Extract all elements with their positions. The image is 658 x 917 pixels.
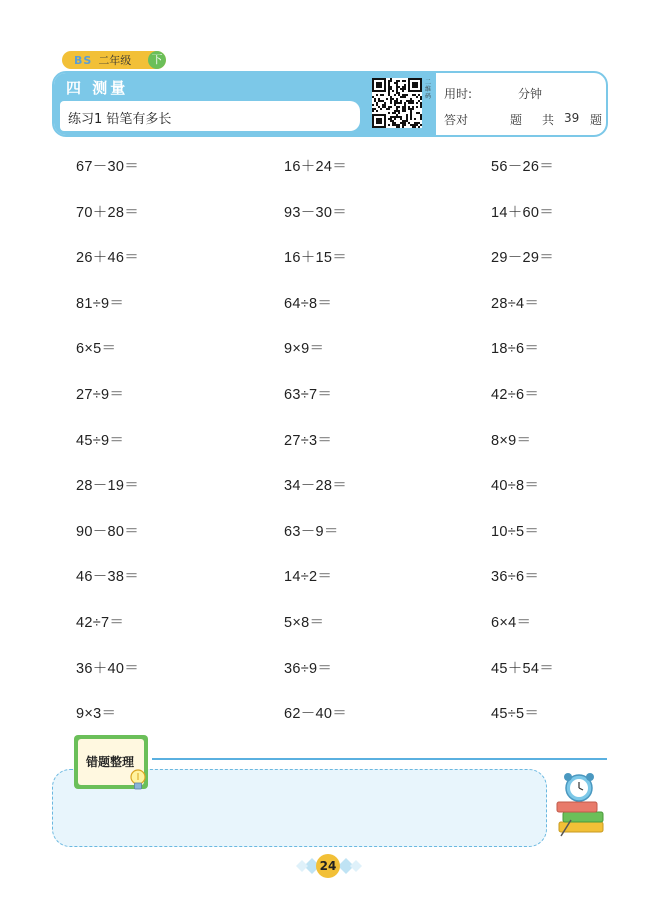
problem-item: 9×3＝: [76, 706, 117, 723]
problem-item: 28÷4＝: [491, 295, 540, 312]
qr-caption: 二维码: [425, 79, 432, 100]
problem-item: 9×9＝: [284, 341, 325, 358]
total-count: 39: [564, 111, 580, 125]
problem-item: 70＋28＝: [76, 204, 140, 221]
problem-item: 40÷8＝: [491, 478, 540, 495]
series-label: BS: [74, 53, 93, 67]
problem-item: 14＋60＝: [491, 204, 555, 221]
problem-item: 45÷5＝: [491, 706, 540, 723]
problem-item: 56－26＝: [491, 159, 555, 175]
question-unit-label: 题: [510, 113, 523, 127]
error-section-label: 错题整理: [86, 755, 135, 769]
problem-item: 16＋15＝: [284, 250, 348, 267]
problem-item: 16＋24＝: [284, 159, 348, 175]
problem-item: 8×9＝: [491, 432, 532, 449]
page-number: 24: [316, 854, 340, 878]
problem-item: 36÷6＝: [491, 569, 540, 586]
problem-item: 27÷3＝: [284, 432, 333, 449]
problem-item: 6×4＝: [491, 615, 532, 631]
unit-title: 四 测量: [66, 79, 129, 97]
problem-item: 29－29＝: [491, 250, 555, 267]
problem-item: 34－28＝: [284, 478, 348, 495]
total-label: 共: [542, 113, 555, 127]
correct-label: 答对: [444, 113, 469, 127]
total-unit-label: 题: [590, 113, 603, 127]
problem-item: 36＋40＝: [76, 660, 140, 677]
problem-item: 45÷9＝: [76, 432, 125, 449]
problem-item: 18÷6＝: [491, 341, 540, 358]
problem-item: 67－30＝: [76, 159, 140, 175]
problem-item: 36÷9＝: [284, 660, 333, 677]
problem-item: 64÷8＝: [284, 295, 333, 312]
problem-item: 63－9＝: [284, 523, 339, 540]
problem-item: 10÷5＝: [491, 523, 540, 540]
grade-label: 二年级: [98, 54, 132, 67]
lesson-title: 练习1 铅笔有多长: [68, 112, 172, 127]
problem-item: 5×8＝: [284, 615, 325, 631]
problem-item: 93－30＝: [284, 204, 348, 221]
problem-item: 63÷7＝: [284, 387, 333, 403]
page-number-ornament: [296, 851, 362, 881]
problem-item: 27÷9＝: [76, 387, 125, 403]
lightbulb-icon: [128, 768, 148, 794]
term-label: 下: [148, 51, 166, 69]
problem-item: 6×5＝: [76, 341, 117, 358]
problem-item: 45＋54＝: [491, 660, 555, 677]
time-label: 用时:: [444, 87, 473, 101]
problem-item: 62－40＝: [284, 706, 348, 723]
minutes-label: 分钟: [518, 87, 543, 101]
problem-item: 42÷7＝: [76, 615, 125, 631]
problem-item: 46－38＝: [76, 569, 140, 586]
problem-item: 28－19＝: [76, 478, 140, 495]
section-divider: [152, 758, 607, 760]
problem-item: 26＋46＝: [76, 250, 140, 267]
problem-item: 90－80＝: [76, 523, 140, 540]
problem-item: 14÷2＝: [284, 569, 333, 586]
problem-item: 42÷6＝: [491, 387, 540, 403]
problem-item: 81÷9＝: [76, 295, 125, 312]
alarm-clock-books-icon: [553, 772, 609, 842]
